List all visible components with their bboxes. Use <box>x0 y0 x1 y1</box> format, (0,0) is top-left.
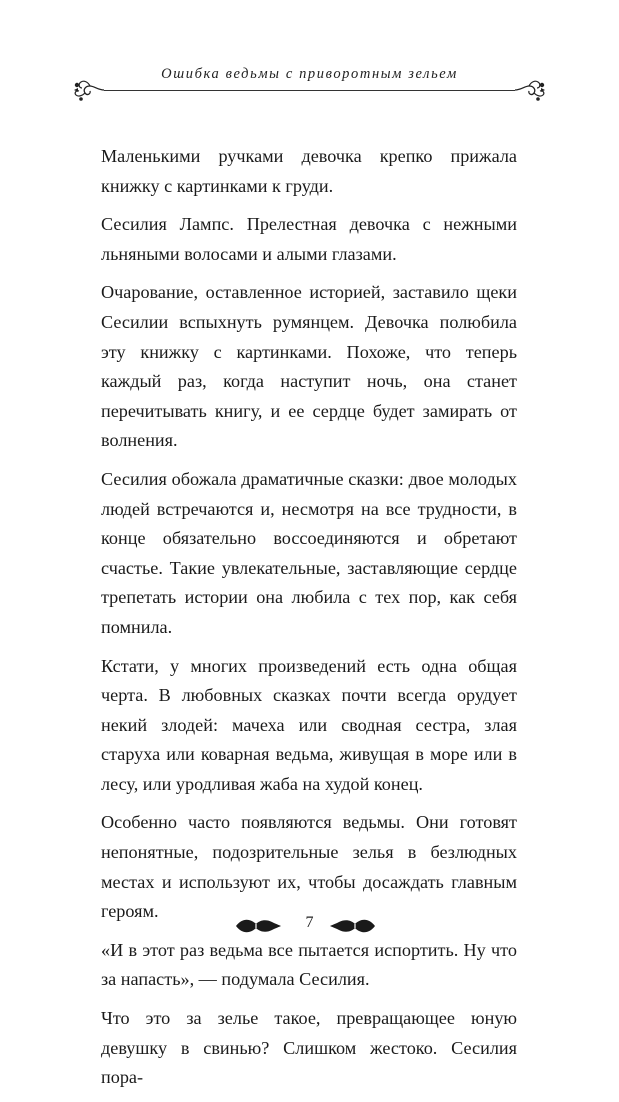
running-title: Ошибка ведьмы с приворотным зельем <box>161 66 458 82</box>
body-text <box>101 142 517 1102</box>
paragraph: Маленькими ручками девочка крепко прижала книжку с картинками к груди. <box>101 146 517 196</box>
page-footer <box>0 912 619 940</box>
paragraph: Очарование, оставленное историей, заставило щеки Сесилии вспыхнуть румянцем. Девочка полюбила эту книжку с картинками. Похоже, что теперь каждый раз, когда наступит ночь, она станет перечитывать книгу, и ее сердце будет замирать от волнения. <box>101 282 517 451</box>
header-rule <box>104 90 515 91</box>
paragraph: Кстати, у многих произведений есть одна общая черта. В любовных сказках почти всегда орудует некий злодей: мачеха или сводная сестра, злая старуха или коварная ведьма, живущая в море или в лесу, или уродливая жаба на худой конец. <box>101 655 517 794</box>
page-number: 7 <box>305 914 314 931</box>
flourish-ornament-icon <box>513 76 547 104</box>
paragraph: Особенно часто появляются ведьмы. Они готовят непонятные, подозрительные зелья в безлюдных местах и используют их, чтобы досаждать главным героям. <box>101 812 517 922</box>
paragraph: Сесилия обожала драматичные сказки: двое молодых людей встречаются и, несмотря на все трудности, в конце обязательно воссоединяются и обретают счастье. Такие увлекательные, заставляющие сердце трепетать истории она любила с тех пор, как себя помнила. <box>101 468 517 637</box>
running-header <box>0 66 619 106</box>
paragraph: Сесилия Лампс. Прелестная девочка с нежными льняными волосами и алыми глазами. <box>101 214 517 264</box>
flourish-ornament-icon <box>72 76 106 104</box>
paragraph: «И в этот раз ведьма все пытается испортить. Ну что за напасть», — подумала Сесилия. <box>101 939 517 990</box>
paragraph: Что это за зелье такое, превращающее юную девушку в свинью? Слишком жестоко. Сесилия пора- <box>101 1008 517 1088</box>
leaf-ornament-icon <box>329 916 377 936</box>
